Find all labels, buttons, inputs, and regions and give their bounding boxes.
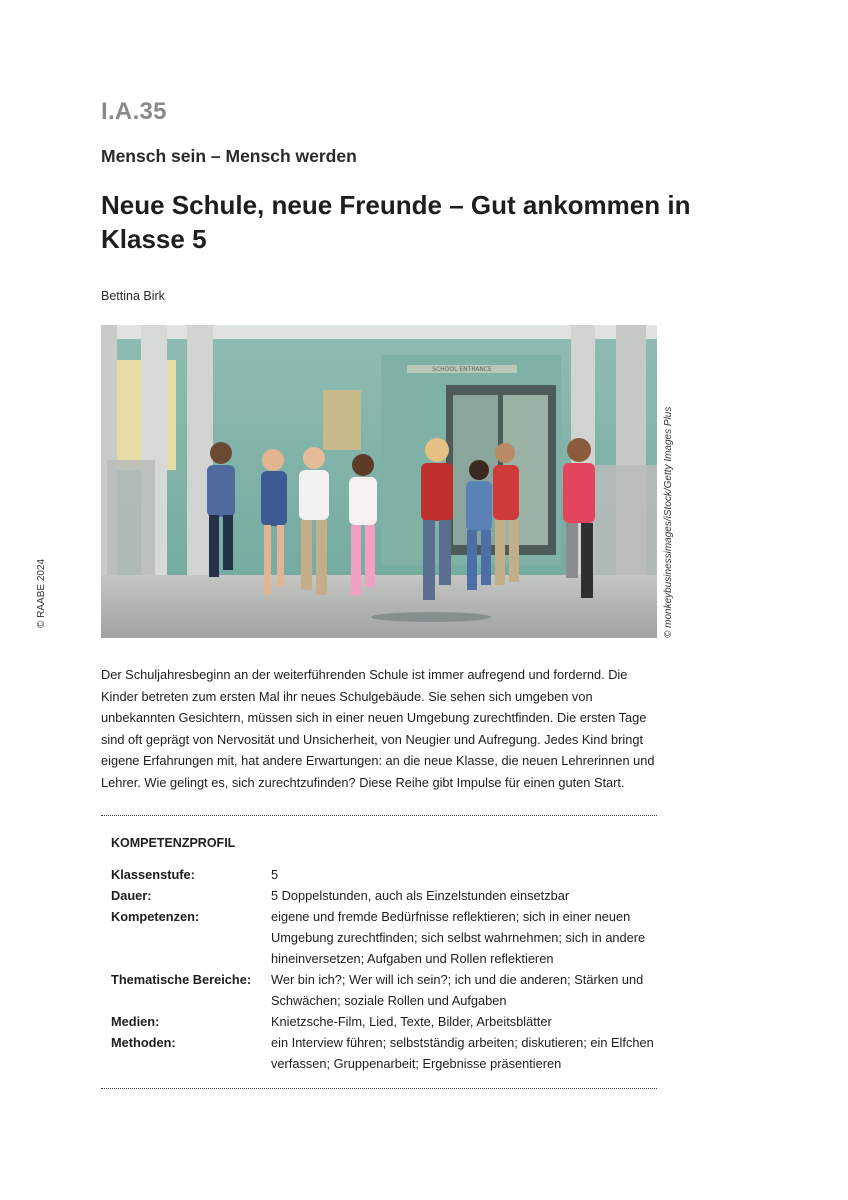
table-row	[111, 1032, 657, 1074]
competence-profile-heading: KOMPETENZPROFIL	[111, 836, 236, 850]
photo-credit: © monkeybusinessimages/iStock/Getty Images Plus	[663, 406, 674, 638]
row-value: 5	[271, 867, 279, 882]
divider-top	[101, 815, 657, 816]
row-value: ein Interview führen; selbstständig arbeiten; diskutieren; ein Elfchen verfassen; Gruppenarbeit; Ergebnisse präsentieren	[271, 1035, 654, 1071]
divider-bottom	[101, 1088, 657, 1089]
table-row	[111, 969, 657, 1011]
intro-text: Der Schuljahresbeginn an der weiterführenden Schule ist immer aufregend und fordernd. Die Kinder betreten zum ersten Mal ihr neues Schulgebäude. Sie sehen sich umgeben von unbekannten Gesichtern, müssen sich in einer neuen Umgebung zurechtfinden. Die ersten Tage sind oft geprägt von Nervosität und Unsicherheit, von Neugier und Aufregung. Jedes Kind bringt eigene Erfahrungen mit, hat andere Erwartungen: an die neue Klasse, die neuen Lehrerinnen und Lehrer. Wie gelingt es, sich zurechtzufinden? Diese Reihe gibt Impulse für einen guten Start.	[101, 667, 655, 790]
table-row	[111, 864, 657, 885]
children-running-illustration	[101, 325, 657, 638]
cover-photo	[101, 325, 657, 638]
row-value: eigene und fremde Bedürfnisse reflektieren; sich in einer neuen Umgebung zurechtfinden; sich selbst wahrnehmen; sich in andere hineinversetzen; Aufgaben und Rollen reflektieren	[271, 909, 646, 966]
table-row	[111, 1011, 657, 1032]
photo-sign: SCHOOL ENTRANCE	[432, 366, 492, 373]
row-value: Wer bin ich?; Wer will ich sein?; ich und die anderen; Stärken und Schwächen; soziale Rollen und Aufgaben	[271, 972, 644, 1008]
table-row	[111, 906, 657, 969]
row-label: Medien:	[111, 1014, 160, 1029]
row-label: Thematische Bereiche:	[111, 972, 252, 987]
row-label: Methoden:	[111, 1035, 176, 1050]
page-title: Neue Schule, neue Freunde – Gut ankommen in Klasse 5	[101, 190, 691, 254]
copyright-notice: © RAABE 2024	[36, 558, 47, 628]
row-value: Knietzsche-Film, Lied, Texte, Bilder, Arbeitsblätter	[271, 1014, 552, 1029]
competence-profile-table	[111, 864, 657, 1074]
row-label: Klassenstufe:	[111, 867, 195, 882]
row-label: Dauer:	[111, 888, 152, 903]
author-name: Bettina Birk	[101, 289, 165, 303]
row-label: Kompetenzen:	[111, 909, 200, 924]
row-value: 5 Doppelstunden, auch als Einzelstunden einsetzbar	[271, 888, 570, 903]
table-row	[111, 885, 657, 906]
unit-code: I.A.35	[101, 98, 167, 125]
series-title: Mensch sein – Mensch werden	[101, 146, 357, 166]
